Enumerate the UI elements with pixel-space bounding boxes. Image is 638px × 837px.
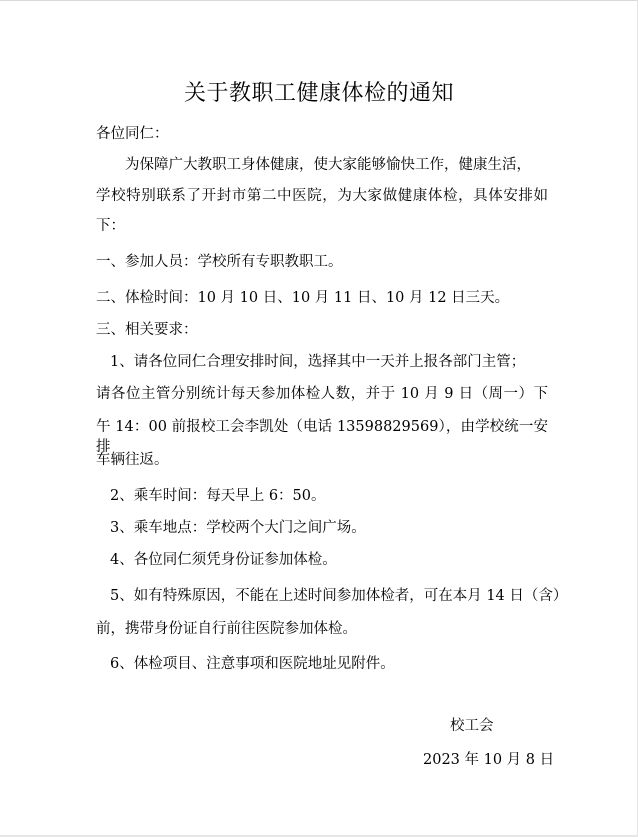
salutation: 各位同仁：: [96, 126, 169, 142]
requirement-5-line-1: 5、如有特殊原因，不能在上述时间参加体检者，可在本月 14 日（含）: [110, 588, 568, 604]
intro-line-1: 为保障广大教职工身体健康，使大家能够愉快工作，健康生活，: [125, 157, 531, 173]
intro-line-3: 下：: [96, 218, 125, 234]
section-participants: 一、参加人员：学校所有专职教职工。: [96, 254, 343, 270]
requirement-6: 6、体检项目、注意事项和医院地址见附件。: [110, 656, 395, 672]
requirement-5-line-2: 前，携带身份证自行前往医院参加体检。: [96, 621, 357, 637]
requirement-1-line-2: 请各位主管分别统计每天参加体检人数，并于 10 月 9 日（周一）下: [96, 386, 548, 402]
signature-organization: 校工会: [450, 718, 494, 734]
section-exam-time: 二、体检时间：10 月 10 日、10 月 11 日、10 月 12 日三天。: [96, 290, 510, 306]
intro-line-2: 学校特别联系了开封市第二中医院，为大家做健康体检，具体安排如: [96, 188, 548, 204]
section-requirements: 三、相关要求：: [96, 322, 198, 338]
requirement-2: 2、乘车时间：每天早上 6：50。: [110, 488, 326, 504]
signature-date: 2023 年 10 月 8 日: [423, 752, 555, 768]
requirement-3: 3、乘车地点：学校两个大门之间广场。: [110, 520, 366, 536]
page-border-top: [0, 0, 638, 1]
requirement-1-line-1: 1、请各位同仁合理安排时间，选择其中一天并上报各部门主管；: [110, 354, 526, 370]
requirement-4: 4、各位同仁须凭身份证参加体检。: [110, 552, 337, 568]
requirement-1-line-4: 车辆往返。: [96, 452, 169, 468]
requirement-1-line-3: 午 14：00 前报校工会李凯处（电话 13598829569），由学校统一安排: [96, 419, 548, 455]
notice-title: 关于教职工健康体检的通知: [183, 81, 454, 106]
